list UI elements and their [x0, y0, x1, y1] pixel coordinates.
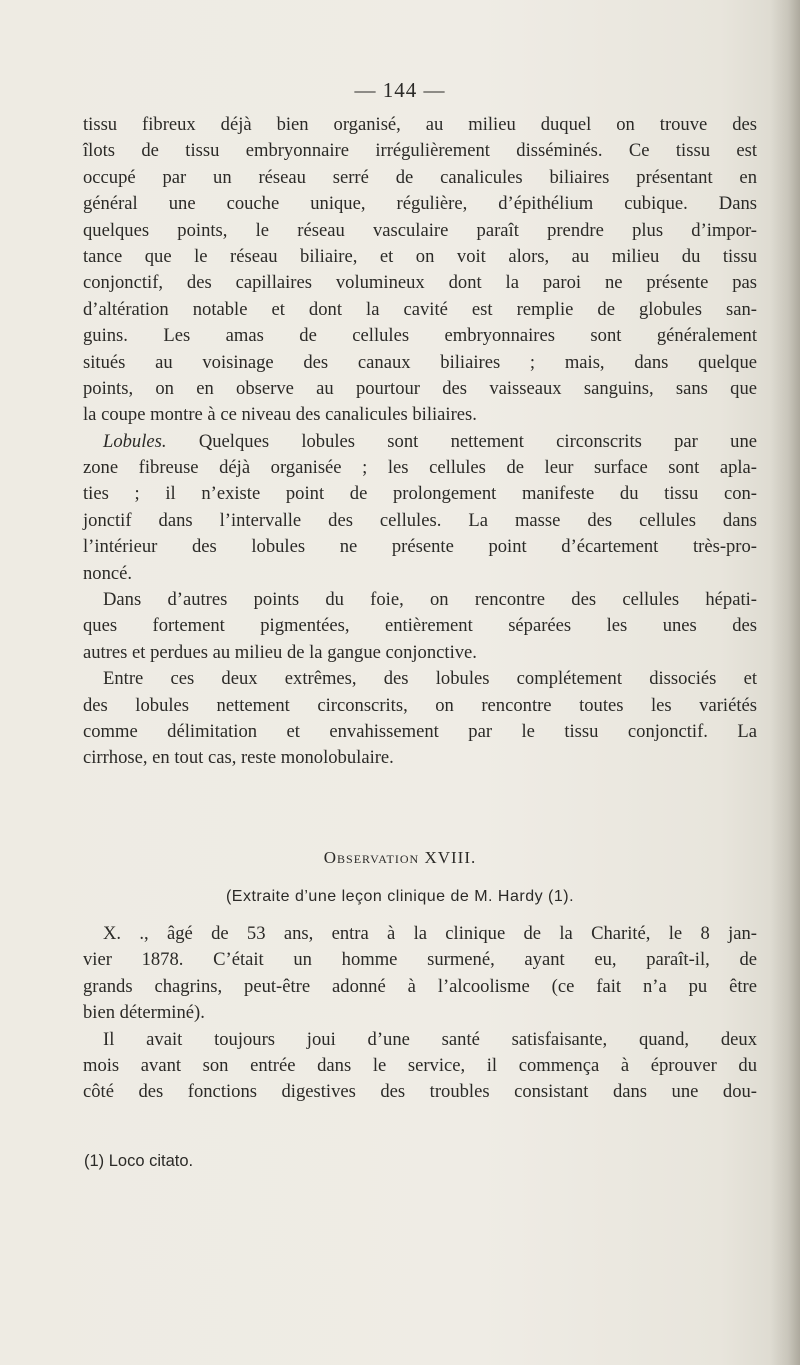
- observation-source: (Extraite d’une leçon clinique de M. Hardy (1).: [225, 888, 575, 905]
- text-line: conjonctif, des capillaires volumineux dont la paroi ne présente pas: [83, 272, 757, 294]
- text-line: guins. Les amas de cellules embryonnaires sont généralement: [83, 325, 757, 347]
- text-line: comme délimitation et envahissement par le tissu conjonctif. La: [83, 720, 757, 742]
- text-line: autres et perdues au milieu de la gangue conjonctive.: [83, 641, 477, 663]
- text-line: Dans d’autres points du foie, on rencontre des cellules hépati-: [103, 589, 757, 611]
- text-line: zone fibreuse déjà organisée ; les cellules de leur surface sont apla-: [83, 457, 757, 479]
- observation-text-block: [83, 921, 757, 1106]
- text-line: cirrhose, en tout cas, reste monolobulaire.: [83, 747, 394, 769]
- text-line: tissu fibreux déjà bien organisé, au milieu duquel on trouve des: [83, 114, 757, 135]
- text-line: Entre ces deux extrêmes, des lobules complétement dissociés et: [103, 668, 757, 690]
- text-line: occupé par un réseau serré de canalicules biliaires présentant en: [83, 166, 757, 188]
- text-line: situés au voisinage des canaux biliaires ; mais, dans quelque: [83, 351, 757, 373]
- lobules-label: Lobules.: [103, 430, 167, 452]
- text-line: côté des fonctions digestives des troubles consistant dans une dou-: [83, 1081, 757, 1103]
- text-line: vier 1878. C’était un homme surmené, ayant eu, paraît-il, de: [83, 949, 757, 971]
- footnote: (1) Loco citato.: [84, 1152, 194, 1170]
- text-line: X. ., âgé de 53 ans, entra à la clinique de la Charité, le 8 jan-: [103, 923, 757, 944]
- text-line: points, on en observe au pourtour des vaisseaux sanguins, sans que: [83, 377, 757, 399]
- text-line: noncé.: [83, 562, 133, 584]
- page-edge-shadow: [770, 0, 800, 1365]
- main-text-block: [83, 112, 757, 772]
- text-line: ques fortement pigmentées, entièrement séparées les unes des: [83, 615, 757, 637]
- text-line: ties ; il n’existe point de prolongement manifeste du tissu con-: [83, 483, 757, 505]
- text-line: jonctif dans l’intervalle des cellules. La masse des cellules dans: [83, 509, 757, 531]
- text-line: la coupe montre à ce niveau des canalicules biliaires.: [83, 404, 477, 426]
- lobules-first-line-text: Quelques lobules sont nettement circonscrits par une: [198, 430, 757, 452]
- text-line: bien déterminé).: [83, 1002, 205, 1024]
- text-line: d’altération notable et dont la cavité est remplie de globules san-: [83, 298, 757, 320]
- text-line: grands chagrins, peut-être adonné à l’alcoolisme (ce fait n’a pu être: [83, 975, 757, 997]
- lobules-first-line: [83, 429, 757, 455]
- text-line: général une couche unique, régulière, d’épithélium cubique. Dans: [83, 193, 757, 215]
- text-line: quelques points, le réseau vasculaire paraît prendre plus d’impor-: [83, 219, 757, 241]
- text-line: îlots de tissu embryonnaire irrégulièrement disséminés. Ce tissu est: [83, 140, 757, 162]
- text-line: mois avant son entrée dans le service, il commença à éprouver du: [83, 1054, 757, 1076]
- text-line: Il avait toujours joui d’une santé satisfaisante, quand, deux: [103, 1028, 757, 1050]
- observation-heading: Observation XVIII.: [323, 848, 477, 867]
- text-line: des lobules nettement circonscrits, on rencontre toutes les variétés: [83, 694, 757, 716]
- text-line: tance que le réseau biliaire, et on voit alors, au milieu du tissu: [83, 245, 757, 267]
- page-number: — 144 —: [354, 78, 446, 102]
- text-line: l’intérieur des lobules ne présente point d’écartement très-pro-: [83, 536, 757, 558]
